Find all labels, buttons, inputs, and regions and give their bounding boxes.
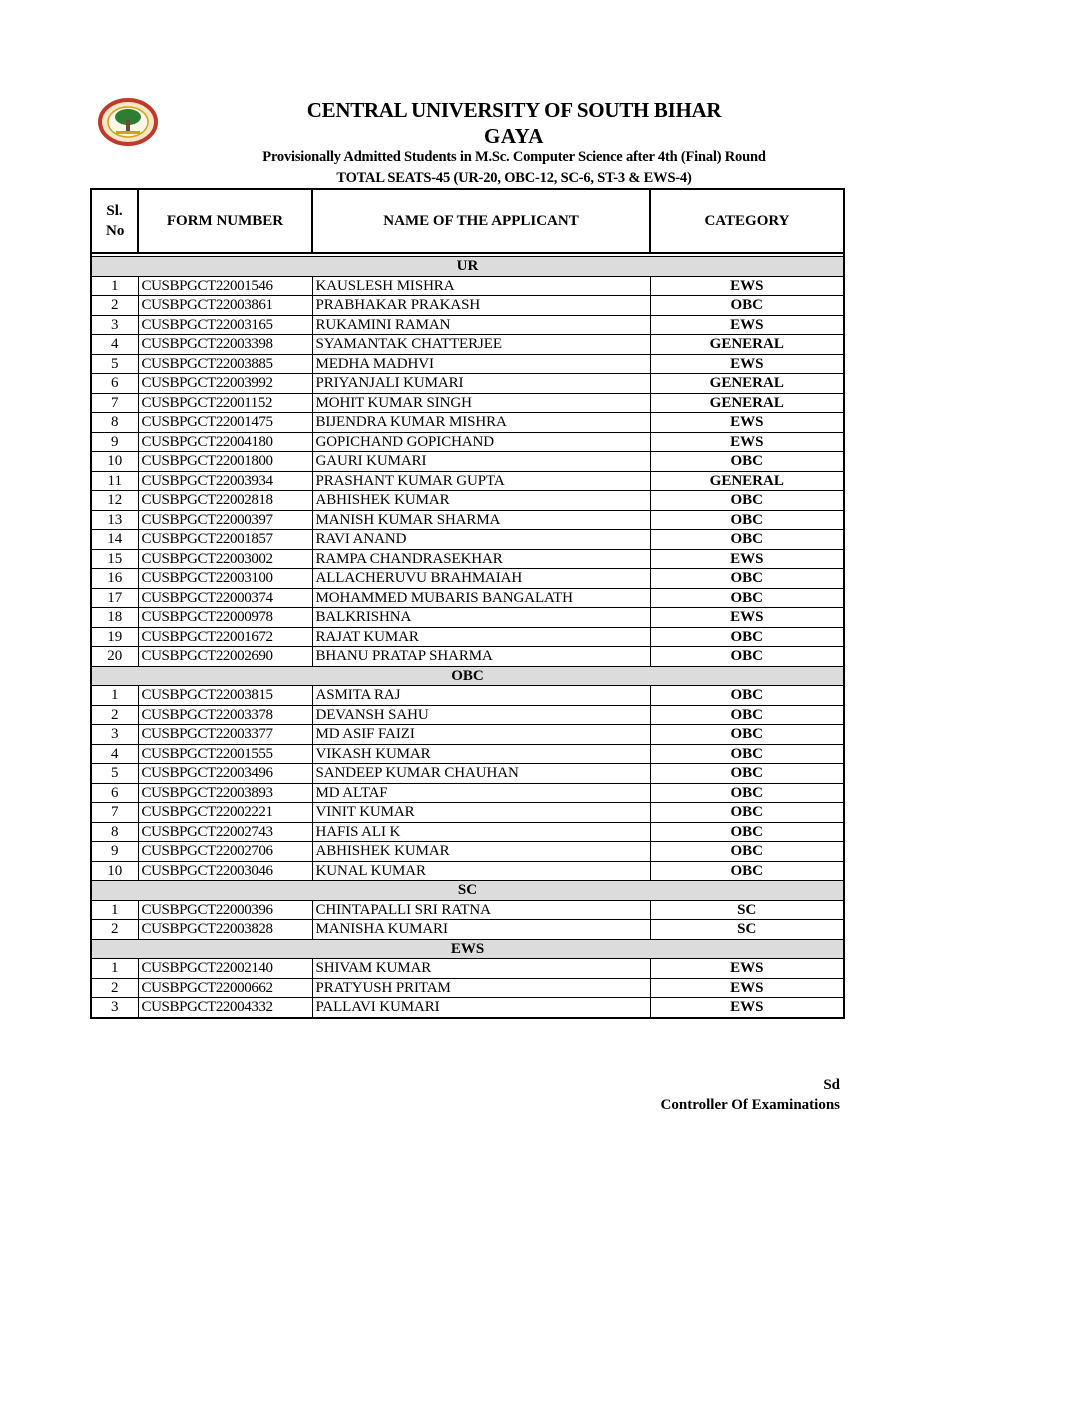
form-number-cell: CUSBPGCT22003398 <box>138 335 312 355</box>
table-row <box>91 744 844 764</box>
applicant-name-cell: PRIYANJALI KUMARI <box>312 374 650 394</box>
table-row <box>91 354 844 374</box>
serial-number-cell: 5 <box>91 354 138 374</box>
table-row <box>91 432 844 452</box>
table-row <box>91 803 844 823</box>
category-cell: GENERAL <box>650 374 844 394</box>
form-number-cell: CUSBPGCT22004180 <box>138 432 312 452</box>
applicant-name-cell: RUKAMINI RAMAN <box>312 315 650 335</box>
serial-number-cell: 3 <box>91 725 138 745</box>
form-number-cell: CUSBPGCT22001546 <box>138 276 312 296</box>
category-cell: OBC <box>650 803 844 823</box>
university-seal-logo <box>98 98 158 146</box>
form-number-cell: CUSBPGCT22000978 <box>138 608 312 628</box>
category-cell: GENERAL <box>650 335 844 355</box>
serial-number-cell: 13 <box>91 510 138 530</box>
serial-number-cell: 11 <box>91 471 138 491</box>
category-cell: OBC <box>650 744 844 764</box>
form-number-cell: CUSBPGCT22003100 <box>138 569 312 589</box>
category-cell: OBC <box>650 861 844 881</box>
form-number-cell: CUSBPGCT22003828 <box>138 920 312 940</box>
section-header-row <box>91 666 844 686</box>
table-row <box>91 510 844 530</box>
applicant-name-cell: DEVANSH SAHU <box>312 705 650 725</box>
form-number-cell: CUSBPGCT22003002 <box>138 549 312 569</box>
applicant-name-cell: PRASHANT KUMAR GUPTA <box>312 471 650 491</box>
serial-number-cell: 1 <box>91 959 138 979</box>
serial-number-cell: 7 <box>91 393 138 413</box>
applicant-name-cell: KAUSLESH MISHRA <box>312 276 650 296</box>
serial-number-cell: 4 <box>91 744 138 764</box>
form-number-cell: CUSBPGCT22003893 <box>138 783 312 803</box>
serial-number-cell: 7 <box>91 803 138 823</box>
category-cell: EWS <box>650 998 844 1018</box>
form-number-cell: CUSBPGCT22002818 <box>138 491 312 511</box>
category-cell: OBC <box>650 569 844 589</box>
applicant-name-cell: MEDHA MADHVI <box>312 354 650 374</box>
table-row <box>91 471 844 491</box>
applicant-name-cell: ALLACHERUVU BRAHMAIAH <box>312 569 650 589</box>
form-number-cell: CUSBPGCT22001475 <box>138 413 312 433</box>
university-name: CENTRAL UNIVERSITY OF SOUTH BIHAR <box>306 98 722 122</box>
form-number-cell: CUSBPGCT22002706 <box>138 842 312 862</box>
table-row <box>91 588 844 608</box>
table-row <box>91 296 844 316</box>
category-cell: OBC <box>650 822 844 842</box>
category-cell: EWS <box>650 354 844 374</box>
applicant-name-cell: PRABHAKAR PRAKASH <box>312 296 650 316</box>
serial-number-cell: 10 <box>91 452 138 472</box>
category-cell: OBC <box>650 510 844 530</box>
serial-number-cell: 1 <box>91 900 138 920</box>
serial-number-cell: 12 <box>91 491 138 511</box>
table-row <box>91 608 844 628</box>
form-number-cell: CUSBPGCT22003992 <box>138 374 312 394</box>
applicant-name-cell: ABHISHEK KUMAR <box>312 491 650 511</box>
col-header-form-number: FORM NUMBER <box>138 189 312 253</box>
category-cell: OBC <box>650 588 844 608</box>
table-row <box>91 959 844 979</box>
applicant-name-cell: PALLAVI KUMARI <box>312 998 650 1018</box>
category-cell: EWS <box>650 608 844 628</box>
applicant-name-cell: VIKASH KUMAR <box>312 744 650 764</box>
table-row <box>91 549 844 569</box>
section-header-row <box>91 939 844 959</box>
table-row <box>91 393 844 413</box>
category-cell: OBC <box>650 842 844 862</box>
applicant-name-cell: MANISHA KUMARI <box>312 920 650 940</box>
table-row <box>91 842 844 862</box>
form-number-cell: CUSBPGCT22003496 <box>138 764 312 784</box>
serial-number-cell: 16 <box>91 569 138 589</box>
form-number-cell: CUSBPGCT22000396 <box>138 900 312 920</box>
table-row <box>91 413 844 433</box>
applicant-name-cell: BIJENDRA KUMAR MISHRA <box>312 413 650 433</box>
applicant-name-cell: PRATYUSH PRITAM <box>312 978 650 998</box>
category-cell: EWS <box>650 432 844 452</box>
form-number-cell: CUSBPGCT22003165 <box>138 315 312 335</box>
serial-number-cell: 5 <box>91 764 138 784</box>
category-cell: OBC <box>650 705 844 725</box>
table-row <box>91 335 844 355</box>
form-number-cell: CUSBPGCT22003377 <box>138 725 312 745</box>
category-cell: OBC <box>650 686 844 706</box>
table-row <box>91 783 844 803</box>
applicant-name-cell: MANISH KUMAR SHARMA <box>312 510 650 530</box>
applicant-name-cell: BALKRISHNA <box>312 608 650 628</box>
serial-number-cell: 2 <box>91 705 138 725</box>
form-number-cell: CUSBPGCT22004332 <box>138 998 312 1018</box>
table-row <box>91 569 844 589</box>
category-cell: OBC <box>650 783 844 803</box>
serial-number-cell: 9 <box>91 842 138 862</box>
category-cell: GENERAL <box>650 393 844 413</box>
form-number-cell: CUSBPGCT22001800 <box>138 452 312 472</box>
category-cell: OBC <box>650 647 844 667</box>
category-cell: OBC <box>650 530 844 550</box>
table-row <box>91 627 844 647</box>
serial-number-cell: 3 <box>91 315 138 335</box>
serial-number-cell: 3 <box>91 998 138 1018</box>
serial-number-cell: 2 <box>91 296 138 316</box>
table-row <box>91 374 844 394</box>
applicant-name-cell: VINIT KUMAR <box>312 803 650 823</box>
serial-number-cell: 2 <box>91 978 138 998</box>
category-cell: EWS <box>650 315 844 335</box>
applicant-name-cell: MD ASIF FAIZI <box>312 725 650 745</box>
category-cell: GENERAL <box>650 471 844 491</box>
form-number-cell: CUSBPGCT22001152 <box>138 393 312 413</box>
category-cell: SC <box>650 900 844 920</box>
form-number-cell: CUSBPGCT22002743 <box>138 822 312 842</box>
form-number-cell: CUSBPGCT22003046 <box>138 861 312 881</box>
serial-number-cell: 19 <box>91 627 138 647</box>
table-row <box>91 978 844 998</box>
form-number-cell: CUSBPGCT22002221 <box>138 803 312 823</box>
table-row <box>91 452 844 472</box>
table-row <box>91 530 844 550</box>
category-cell: OBC <box>650 627 844 647</box>
serial-number-cell: 10 <box>91 861 138 881</box>
admitted-students-table <box>90 188 845 1019</box>
form-number-cell: CUSBPGCT22000397 <box>138 510 312 530</box>
form-number-cell: CUSBPGCT22003885 <box>138 354 312 374</box>
table-row <box>91 315 844 335</box>
table-body <box>91 253 844 1018</box>
category-cell: EWS <box>650 413 844 433</box>
form-number-cell: CUSBPGCT22001857 <box>138 530 312 550</box>
applicant-name-cell: RAJAT KUMAR <box>312 627 650 647</box>
category-cell: OBC <box>650 452 844 472</box>
category-cell: EWS <box>650 978 844 998</box>
applicant-name-cell: BHANU PRATAP SHARMA <box>312 647 650 667</box>
form-number-cell: CUSBPGCT22000374 <box>138 588 312 608</box>
applicant-name-cell: SYAMANTAK CHATTERJEE <box>312 335 650 355</box>
applicant-name-cell: HAFIS ALI K <box>312 822 650 842</box>
form-number-cell: CUSBPGCT22002140 <box>138 959 312 979</box>
serial-number-cell: 6 <box>91 783 138 803</box>
form-number-cell: CUSBPGCT22002690 <box>138 647 312 667</box>
section-title: OBC <box>91 666 844 686</box>
serial-number-cell: 1 <box>91 276 138 296</box>
category-cell: OBC <box>650 764 844 784</box>
table-row <box>91 764 844 784</box>
serial-number-cell: 17 <box>91 588 138 608</box>
form-number-cell: CUSBPGCT22001672 <box>138 627 312 647</box>
serial-number-cell: 2 <box>91 920 138 940</box>
section-title: EWS <box>91 939 844 959</box>
serial-number-cell: 18 <box>91 608 138 628</box>
form-number-cell: CUSBPGCT22003861 <box>138 296 312 316</box>
signatory-title: Controller Of Examinations <box>660 1097 840 1113</box>
applicant-name-cell: MD ALTAF <box>312 783 650 803</box>
section-title: UR <box>91 257 844 277</box>
table-row <box>91 647 844 667</box>
serial-number-cell: 4 <box>91 335 138 355</box>
applicant-name-cell: ASMITA RAJ <box>312 686 650 706</box>
applicant-name-cell: KUNAL KUMAR <box>312 861 650 881</box>
total-seats-line: TOTAL SEATS-45 (UR-20, OBC-12, SC-6, ST-3 & EWS-4) <box>336 170 692 186</box>
serial-number-cell: 8 <box>91 413 138 433</box>
serial-number-cell: 8 <box>91 822 138 842</box>
col-header-applicant-name: NAME OF THE APPLICANT <box>312 189 650 253</box>
col-header-serial: Sl. No <box>91 189 138 253</box>
university-city: GAYA <box>484 124 544 148</box>
table-row <box>91 725 844 745</box>
applicant-name-cell: ABHISHEK KUMAR <box>312 842 650 862</box>
applicant-name-cell: MOHAMMED MUBARIS BANGALATH <box>312 588 650 608</box>
table-row <box>91 900 844 920</box>
serial-number-cell: 6 <box>91 374 138 394</box>
category-cell: EWS <box>650 276 844 296</box>
form-number-cell: CUSBPGCT22003815 <box>138 686 312 706</box>
table-row <box>91 998 844 1018</box>
serial-number-cell: 1 <box>91 686 138 706</box>
applicant-name-cell: CHINTAPALLI SRI RATNA <box>312 900 650 920</box>
table-row <box>91 276 844 296</box>
form-number-cell: CUSBPGCT22001555 <box>138 744 312 764</box>
applicant-name-cell: SHIVAM KUMAR <box>312 959 650 979</box>
category-cell: EWS <box>650 959 844 979</box>
serial-number-cell: 9 <box>91 432 138 452</box>
table-row <box>91 920 844 940</box>
section-title: SC <box>91 881 844 901</box>
section-header-row <box>91 257 844 277</box>
serial-number-cell: 20 <box>91 647 138 667</box>
form-number-cell: CUSBPGCT22000662 <box>138 978 312 998</box>
table-row <box>91 686 844 706</box>
table-row <box>91 822 844 842</box>
serial-number-cell: 15 <box>91 549 138 569</box>
category-cell: OBC <box>650 725 844 745</box>
serial-number-cell: 14 <box>91 530 138 550</box>
applicant-name-cell: RAVI ANAND <box>312 530 650 550</box>
category-cell: OBC <box>650 296 844 316</box>
category-cell: EWS <box>650 549 844 569</box>
table-row <box>91 861 844 881</box>
category-cell: SC <box>650 920 844 940</box>
form-number-cell: CUSBPGCT22003378 <box>138 705 312 725</box>
category-cell: OBC <box>650 491 844 511</box>
applicant-name-cell: GOPICHAND GOPICHAND <box>312 432 650 452</box>
table-row <box>91 705 844 725</box>
table-header-row <box>91 189 844 253</box>
signature-sd: Sd <box>823 1077 840 1093</box>
col-header-category: CATEGORY <box>650 189 844 253</box>
applicant-name-cell: RAMPA CHANDRASEKHAR <box>312 549 650 569</box>
applicant-name-cell: SANDEEP KUMAR CHAUHAN <box>312 764 650 784</box>
document-subtitle: Provisionally Admitted Students in M.Sc. Computer Science after 4th (Final) Round <box>262 149 766 165</box>
form-number-cell: CUSBPGCT22003934 <box>138 471 312 491</box>
section-header-row <box>91 881 844 901</box>
applicant-name-cell: GAURI KUMARI <box>312 452 650 472</box>
applicant-name-cell: MOHIT KUMAR SINGH <box>312 393 650 413</box>
table-row <box>91 491 844 511</box>
